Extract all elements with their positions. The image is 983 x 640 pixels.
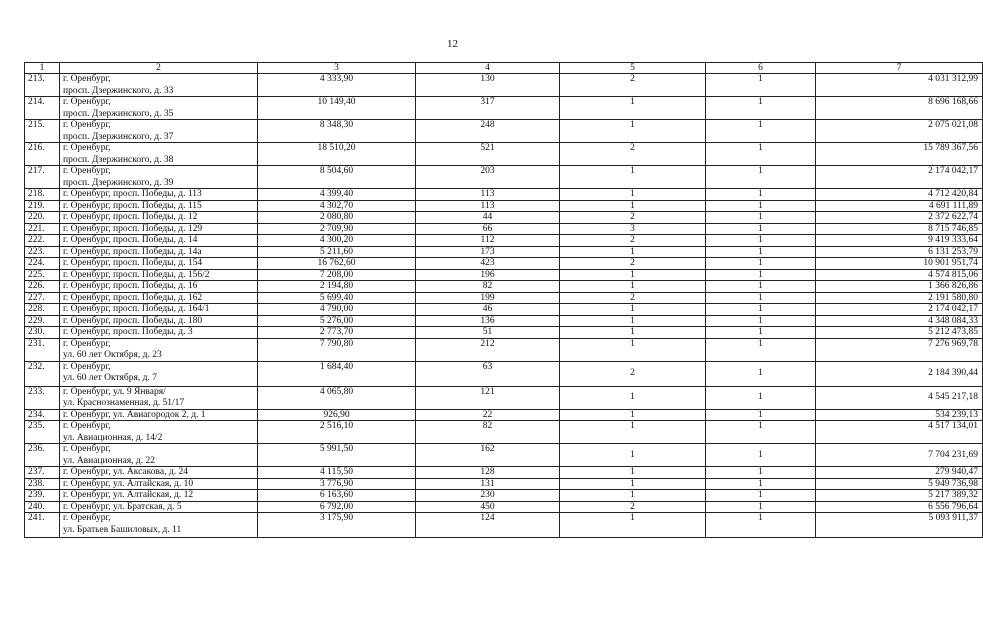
area-cell: 926,90	[258, 409, 416, 421]
address-cell	[60, 269, 258, 281]
count-cell: 1	[560, 444, 706, 467]
row-number-cell: 241.	[25, 513, 60, 538]
count-cell: 3	[560, 223, 706, 235]
count-cell: 1	[706, 212, 816, 224]
count-cell: 2	[560, 501, 706, 513]
row-number-cell: 240.	[25, 501, 60, 513]
table-row	[25, 189, 983, 201]
table-row	[25, 478, 983, 490]
area-cell: 2 080,80	[258, 212, 416, 224]
amount-cell: 4 712 420,84	[816, 189, 983, 201]
count-cell: 1	[706, 246, 816, 258]
amount-cell: 7 704 231,69	[816, 444, 983, 467]
row-number-cell: 227.	[25, 292, 60, 304]
count-cell: 1	[560, 200, 706, 212]
count-cell: 1	[706, 97, 816, 120]
count-cell: 1	[560, 315, 706, 327]
row-number-cell: 226.	[25, 281, 60, 293]
residents-cell: 44	[416, 212, 560, 224]
residents-cell: 128	[416, 467, 560, 479]
address-line-2: ул. 60 лет Октября, д. 7	[63, 373, 157, 383]
area-cell: 4 115,50	[258, 467, 416, 479]
residents-cell: 112	[416, 235, 560, 247]
count-cell: 1	[706, 490, 816, 502]
row-number-cell: 224.	[25, 258, 60, 270]
address-line-1: г. Оренбург, ул. Алтайская, д. 12	[63, 490, 194, 500]
residents-cell: 450	[416, 501, 560, 513]
table-row	[25, 212, 983, 224]
address-line-1: г. Оренбург,	[63, 120, 111, 130]
count-cell: 2	[560, 361, 706, 386]
address-line-1: г. Оренбург, ул. Авиагородок 2, д. 1	[63, 409, 206, 420]
address-line-1: г. Оренбург, просп. Победы, д. 156/2	[63, 269, 210, 280]
residents-cell: 66	[416, 223, 560, 235]
residents-cell: 113	[416, 189, 560, 201]
count-cell: 1	[706, 304, 816, 316]
row-number-cell: 231.	[25, 338, 60, 361]
address-line-1: г. Оренбург, ул. Алтайская, д. 10	[63, 478, 194, 489]
amount-cell: 6 131 253,79	[816, 246, 983, 258]
count-cell: 1	[560, 97, 706, 120]
area-cell: 16 762,60	[258, 258, 416, 270]
residents-cell: 521	[416, 143, 560, 166]
count-cell: 1	[560, 269, 706, 281]
table-row	[25, 120, 983, 143]
row-number-cell: 228.	[25, 304, 60, 316]
table-row	[25, 166, 983, 189]
count-cell: 1	[560, 490, 706, 502]
table-row	[25, 292, 983, 304]
table-row	[25, 223, 983, 235]
column-header: 6	[706, 63, 816, 74]
area-cell: 2 516,10	[258, 421, 416, 444]
address-line-1: г. Оренбург, ул. Аксакова, д. 24	[63, 467, 188, 477]
residents-cell: 51	[416, 327, 560, 339]
row-number-cell: 229.	[25, 315, 60, 327]
row-number-cell: 235.	[25, 421, 60, 444]
address-cell	[60, 166, 258, 189]
count-cell: 1	[560, 120, 706, 143]
address-line-2: ул. Краснознаменная, д. 51/17	[63, 398, 185, 408]
amount-cell: 2 184 390,44	[816, 361, 983, 386]
count-cell: 1	[706, 361, 816, 386]
amount-cell: 1 366 826,86	[816, 281, 983, 293]
count-cell: 1	[706, 327, 816, 339]
residents-cell: 196	[416, 269, 560, 281]
address-line-1: г. Оренбург, просп. Победы, д. 3	[63, 327, 193, 337]
area-cell: 2 773,70	[258, 327, 416, 339]
address-line-1: г. Оренбург, просп. Победы, д. 16	[63, 281, 198, 291]
table-row	[25, 258, 983, 270]
residents-cell: 317	[416, 97, 560, 120]
address-cell	[60, 467, 258, 479]
row-number-cell: 219.	[25, 200, 60, 212]
address-cell	[60, 304, 258, 316]
column-header: 5	[560, 63, 706, 74]
count-cell: 1	[706, 258, 816, 270]
table-row	[25, 327, 983, 339]
area-cell: 4 300,20	[258, 235, 416, 247]
address-cell	[60, 292, 258, 304]
row-number-cell: 225.	[25, 269, 60, 281]
address-cell	[60, 120, 258, 143]
address-line-1: г. Оренбург, просп. Победы, д. 154	[63, 258, 203, 268]
address-line-2: ул. Братьев Башиловых, д. 11	[63, 524, 182, 535]
area-cell: 3 776,90	[258, 478, 416, 490]
area-cell: 2 194,80	[258, 281, 416, 293]
residents-cell: 203	[416, 166, 560, 189]
amount-cell: 6 556 796,64	[816, 501, 983, 513]
address-line-1: г. Оренбург,	[63, 74, 111, 84]
count-cell: 1	[560, 304, 706, 316]
count-cell: 1	[706, 513, 816, 538]
column-header: 7	[816, 63, 983, 74]
residents-cell: 162	[416, 444, 560, 467]
row-number-cell: 221.	[25, 223, 60, 235]
count-cell: 1	[706, 143, 816, 166]
row-number-cell: 218.	[25, 189, 60, 201]
amount-cell: 8 715 746,85	[816, 223, 983, 235]
amount-cell: 15 789 367,56	[816, 143, 983, 166]
address-cell	[60, 490, 258, 502]
area-cell: 6 792,00	[258, 501, 416, 513]
amount-cell: 534 239,13	[816, 409, 983, 421]
area-cell: 5 211,60	[258, 246, 416, 258]
row-number-cell: 213.	[25, 74, 60, 97]
area-cell: 18 510,20	[258, 143, 416, 166]
table-row	[25, 467, 983, 479]
row-number-cell: 232.	[25, 361, 60, 386]
table-row	[25, 304, 983, 316]
address-line-2: ул. Авиационная, д. 14/2	[63, 432, 163, 443]
count-cell: 1	[560, 467, 706, 479]
housing-table	[24, 62, 983, 538]
row-number-cell: 215.	[25, 120, 60, 143]
address-line-1: г. Оренбург, просп. Победы, д. 12	[63, 212, 198, 222]
address-cell	[60, 189, 258, 201]
row-number-cell: 234.	[25, 409, 60, 421]
area-cell: 10 149,40	[258, 97, 416, 120]
address-cell	[60, 97, 258, 120]
area-cell: 3 175,90	[258, 513, 416, 538]
table-row	[25, 490, 983, 502]
count-cell: 1	[706, 166, 816, 189]
table-row	[25, 338, 983, 361]
area-cell: 6 163,60	[258, 490, 416, 502]
residents-cell: 124	[416, 513, 560, 538]
count-cell: 1	[706, 338, 816, 361]
row-number-cell: 230.	[25, 327, 60, 339]
address-line-2: ул. Авиационная, д. 22	[63, 455, 155, 466]
row-number-cell: 239.	[25, 490, 60, 502]
area-cell: 4 399,40	[258, 189, 416, 201]
address-cell	[60, 361, 258, 386]
amount-cell: 4 691 111,89	[816, 200, 983, 212]
amount-cell: 279 940,47	[816, 467, 983, 479]
address-line-1: г. Оренбург,	[63, 97, 111, 107]
table-row	[25, 143, 983, 166]
address-cell	[60, 513, 258, 538]
table-row	[25, 269, 983, 281]
count-cell: 1	[706, 200, 816, 212]
count-cell: 1	[706, 281, 816, 293]
address-line-1: г. Оренбург,	[63, 444, 111, 454]
amount-cell: 5 217 389,32	[816, 490, 983, 502]
table-row	[25, 421, 983, 444]
address-line-1: г. Оренбург, просп. Победы, д. 164/1	[63, 304, 210, 314]
count-cell: 1	[560, 421, 706, 444]
count-cell: 1	[560, 409, 706, 421]
address-cell	[60, 143, 258, 166]
residents-cell: 113	[416, 200, 560, 212]
address-line-1: г. Оренбург,	[63, 361, 111, 372]
table-row	[25, 361, 983, 386]
amount-cell: 7 276 969,78	[816, 338, 983, 361]
address-line-1: г. Оренбург, просп. Победы, д. 162	[63, 292, 203, 303]
amount-cell: 4 574 815,06	[816, 269, 983, 281]
residents-cell: 136	[416, 315, 560, 327]
column-header: 4	[416, 63, 560, 74]
residents-cell: 131	[416, 478, 560, 490]
table-row	[25, 200, 983, 212]
amount-cell: 4 545 217,18	[816, 386, 983, 409]
count-cell: 2	[560, 212, 706, 224]
count-cell: 1	[560, 386, 706, 409]
residents-cell: 82	[416, 421, 560, 444]
address-cell	[60, 444, 258, 467]
address-cell	[60, 327, 258, 339]
amount-cell: 2 075 021,08	[816, 120, 983, 143]
address-line-2: просп. Дзержинского, д. 33	[63, 85, 174, 96]
residents-cell: 82	[416, 281, 560, 293]
area-cell: 4 790,00	[258, 304, 416, 316]
row-number-cell: 222.	[25, 235, 60, 247]
address-line-2: просп. Дзержинского, д. 38	[63, 154, 174, 165]
page-number: 12	[447, 38, 458, 50]
count-cell: 1	[706, 120, 816, 143]
address-cell	[60, 421, 258, 444]
address-cell	[60, 478, 258, 490]
address-cell	[60, 281, 258, 293]
address-cell	[60, 235, 258, 247]
residents-cell: 248	[416, 120, 560, 143]
amount-cell: 4 517 134,01	[816, 421, 983, 444]
address-cell	[60, 315, 258, 327]
area-cell: 1 684,40	[258, 361, 416, 386]
row-number-cell: 233.	[25, 386, 60, 409]
count-cell: 1	[706, 269, 816, 281]
column-header: 1	[25, 63, 60, 74]
count-cell: 2	[560, 292, 706, 304]
address-line-1: г. Оренбург, просп. Победы, д. 14	[63, 235, 198, 245]
address-cell	[60, 223, 258, 235]
row-number-cell: 217.	[25, 166, 60, 189]
address-line-2: ул. 60 лет Октября, д. 23	[63, 350, 162, 360]
residents-cell: 63	[416, 361, 560, 386]
table-row	[25, 501, 983, 513]
table-row	[25, 74, 983, 97]
address-line-1: г. Оренбург, просп. Победы, д. 14а	[63, 246, 202, 257]
table-row	[25, 235, 983, 247]
table-row	[25, 246, 983, 258]
count-cell: 1	[706, 444, 816, 467]
address-cell	[60, 212, 258, 224]
residents-cell: 22	[416, 409, 560, 421]
count-cell: 1	[706, 235, 816, 247]
area-cell: 8 504,60	[258, 166, 416, 189]
table-row	[25, 444, 983, 467]
table-row	[25, 315, 983, 327]
address-line-1: г. Оренбург, просп. Победы, д. 129	[63, 223, 203, 234]
amount-cell: 4 348 084,33	[816, 315, 983, 327]
address-cell	[60, 501, 258, 513]
column-header: 2	[60, 63, 258, 74]
count-cell: 1	[706, 386, 816, 409]
count-cell: 1	[560, 513, 706, 538]
area-cell: 7 790,80	[258, 338, 416, 361]
address-line-1: г. Оренбург,	[63, 143, 111, 153]
residents-cell: 173	[416, 246, 560, 258]
residents-cell: 423	[416, 258, 560, 270]
count-cell: 1	[706, 467, 816, 479]
row-number-cell: 223.	[25, 246, 60, 258]
address-cell	[60, 200, 258, 212]
area-cell: 7 208,00	[258, 269, 416, 281]
count-cell: 1	[560, 166, 706, 189]
row-number-cell: 237.	[25, 467, 60, 479]
address-line-1: г. Оренбург, ул. Братская, д. 5	[63, 501, 182, 512]
address-line-1: г. Оренбург,	[63, 338, 111, 349]
table-body	[25, 74, 983, 538]
row-number-cell: 216.	[25, 143, 60, 166]
amount-cell: 8 696 168,66	[816, 97, 983, 120]
count-cell: 2	[560, 258, 706, 270]
count-cell: 2	[560, 74, 706, 97]
count-cell: 1	[706, 315, 816, 327]
table-row	[25, 409, 983, 421]
amount-cell: 2 174 042,17	[816, 166, 983, 189]
residents-cell: 199	[416, 292, 560, 304]
table-row	[25, 97, 983, 120]
address-cell	[60, 409, 258, 421]
area-cell: 5 991,50	[258, 444, 416, 467]
table-row	[25, 513, 983, 538]
row-number-cell: 238.	[25, 478, 60, 490]
count-cell: 2	[560, 143, 706, 166]
address-line-1: г. Оренбург, ул. 9 Января/	[63, 386, 166, 397]
area-cell: 4 333,90	[258, 74, 416, 97]
table-row	[25, 281, 983, 293]
address-line-1: г. Оренбург,	[63, 166, 111, 176]
area-cell: 2 709,90	[258, 223, 416, 235]
count-cell: 1	[560, 327, 706, 339]
area-cell: 4 302,70	[258, 200, 416, 212]
row-number-cell: 236.	[25, 444, 60, 467]
count-cell: 1	[706, 501, 816, 513]
address-line-1: г. Оренбург,	[63, 513, 111, 523]
address-cell	[60, 258, 258, 270]
address-line-2: просп. Дзержинского, д. 39	[63, 177, 174, 188]
count-cell: 1	[560, 338, 706, 361]
amount-cell: 4 031 312,99	[816, 74, 983, 97]
count-cell: 1	[706, 189, 816, 201]
residents-cell: 121	[416, 386, 560, 409]
row-number-cell: 220.	[25, 212, 60, 224]
amount-cell: 9 419 333,64	[816, 235, 983, 247]
residents-cell: 230	[416, 490, 560, 502]
address-line-2: просп. Дзержинского, д. 37	[63, 131, 174, 142]
count-cell: 1	[560, 189, 706, 201]
residents-cell: 212	[416, 338, 560, 361]
amount-cell: 5 212 473,85	[816, 327, 983, 339]
count-cell: 1	[706, 223, 816, 235]
count-cell: 1	[706, 409, 816, 421]
address-cell	[60, 386, 258, 409]
count-cell: 1	[560, 246, 706, 258]
table-row	[25, 386, 983, 409]
amount-cell: 5 949 736,98	[816, 478, 983, 490]
residents-cell: 130	[416, 74, 560, 97]
address-line-1: г. Оренбург, просп. Победы, д. 115	[63, 200, 202, 211]
header-row	[25, 63, 983, 74]
count-cell: 2	[560, 235, 706, 247]
address-line-1: г. Оренбург, просп. Победы, д. 180	[63, 315, 203, 326]
count-cell: 1	[560, 478, 706, 490]
amount-cell: 5 093 911,37	[816, 513, 983, 538]
column-header: 3	[258, 63, 416, 74]
count-cell: 1	[560, 281, 706, 293]
area-cell: 5 276,00	[258, 315, 416, 327]
area-cell: 5 699,40	[258, 292, 416, 304]
residents-cell: 46	[416, 304, 560, 316]
amount-cell: 10 901 951,74	[816, 258, 983, 270]
amount-cell: 2 174 042,17	[816, 304, 983, 316]
address-cell	[60, 338, 258, 361]
count-cell: 1	[706, 292, 816, 304]
address-line-1: г. Оренбург, просп. Победы, д. 113	[63, 189, 202, 199]
area-cell: 8 348,30	[258, 120, 416, 143]
area-cell: 4 065,80	[258, 386, 416, 409]
address-line-1: г. Оренбург,	[63, 421, 111, 431]
address-line-2: просп. Дзержинского, д. 35	[63, 108, 174, 119]
amount-cell: 2 372 622,74	[816, 212, 983, 224]
count-cell: 1	[706, 421, 816, 444]
amount-cell: 2 191 580,80	[816, 292, 983, 304]
count-cell: 1	[706, 74, 816, 97]
address-cell	[60, 246, 258, 258]
row-number-cell: 214.	[25, 97, 60, 120]
count-cell: 1	[706, 478, 816, 490]
address-cell	[60, 74, 258, 97]
